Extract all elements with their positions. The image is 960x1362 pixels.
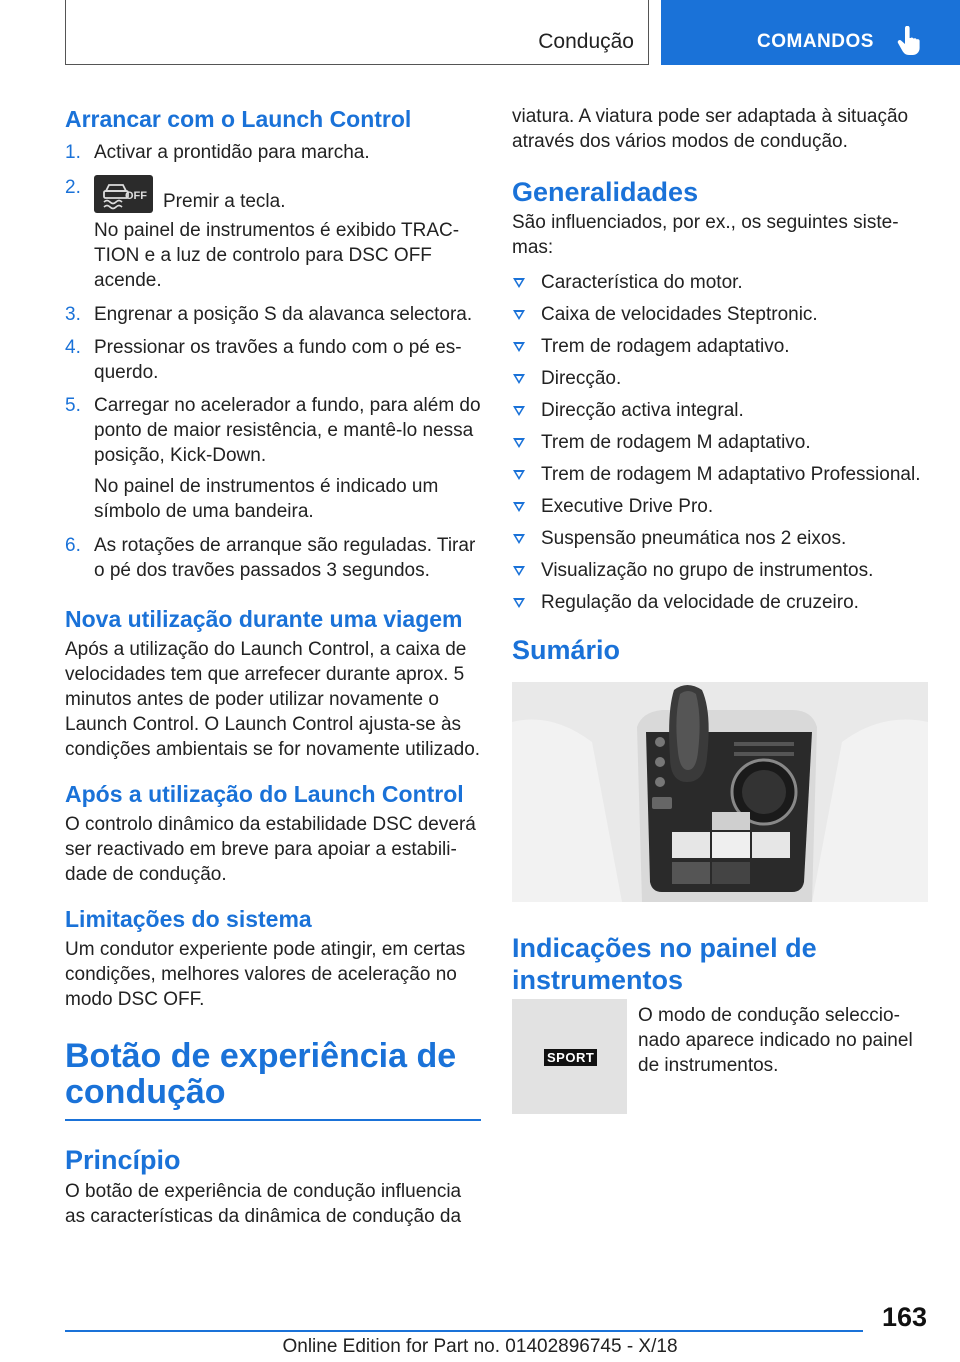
list-item-text: Trem de rodagem M adaptativo. [541,432,811,453]
step-number: 3. [65,304,81,325]
triangle-bullet-icon [513,310,525,320]
list-item-text: Trem de rodagem M adaptativo Professional. [541,464,921,485]
apos-utilizacao-text: O controlo dinâmico da estabilidade DSC deverá ser reactivado em breve para apoiar a estabili‐ dade de condução. [65,814,476,885]
step-number: 1. [65,142,81,163]
generalidades-text: São influenciados, por ex., os seguintes siste‐ mas: [512,212,899,258]
list-item [512,590,932,615]
continued-text: viatura. A viatura pode ser adaptada à situação através dos vários modos de condução. [512,106,909,152]
list-item [512,526,932,551]
triangle-bullet-icon [513,598,525,608]
launch-steps-list-cont [65,302,481,468]
triangle-bullet-icon [513,406,525,416]
footer-divider [65,1330,863,1332]
nova-utilizacao-heading: Nova utilização durante uma viagem [65,606,463,632]
step-text: Engrenar a posição S da alavanca selectora. [94,304,473,325]
list-item [512,270,932,295]
sumario-heading: Sumário [512,635,621,665]
limitacoes-heading: Limitações do sistema [65,906,312,932]
right-column [512,104,932,1115]
step-text: Carregar no acelerador a fundo, para além do ponto de maior resistência, e mantê-lo nessa posição, Kick-Down. [94,395,481,466]
nova-utilizacao-text: Após a utilização do Launch Control, a caixa de velocidades tem que arrefecer durante aprox. 5 minutos antes de poder utilizar novamente o Launch Control. O Launch Control ajusta-se às condições ambientais se for novamente utilizado. [65,639,481,760]
principio-heading: Princípio [65,1144,181,1175]
step-number: 2. [65,177,81,198]
list-item-text: Característica do motor. [541,272,743,293]
header-section-title: Condução [538,30,634,53]
triangle-bullet-icon [513,534,525,544]
launch-steps-list-end [65,533,481,583]
triangle-bullet-icon [513,566,525,576]
apos-utilizacao-heading: Após a utilização do Launch Control [65,781,464,807]
list-item-text: Direcção. [541,368,622,389]
triangle-bullet-icon [513,470,525,480]
list-item-text: Caixa de velocidades Steptronic. [541,304,818,325]
botao-experiencia-heading: Botão de experiência de condução [65,1037,457,1111]
list-item-text: Regulação da velocidade de cruzeiro. [541,592,859,613]
step-text: As rotações de arranque são reguladas. Tirar o pé dos travões passados 3 segundos. [94,535,476,581]
step-item [65,533,481,583]
step5-note: No painel de instrumentos é indicado um símbolo de uma bandeira. [94,476,439,522]
list-item-text: Visualização no grupo de instrumentos. [541,560,874,581]
list-item [512,494,932,519]
list-item [512,334,932,359]
step2-note: No painel de instrumentos é exibido TRAC‐ TION e a luz de controlo para DSC OFF acende. [94,220,460,291]
triangle-bullet-icon [513,342,525,352]
triangle-bullet-icon [513,374,525,384]
step-text: Pressionar os travões a fundo com o pé es‐ querdo. [94,337,462,383]
dsc-off-key-icon [94,175,153,213]
step-item [65,302,481,327]
launch-control-heading: Arrancar com o Launch Control [65,106,412,132]
center-console-image [512,682,928,902]
list-item-text: Direcção activa integral. [541,400,744,421]
sport-display-image [512,999,627,1114]
footer-edition: Online Edition for Part no. 01402896745 - X/18 [282,1336,678,1357]
step-item [65,335,481,385]
step-text: Premir a tecla. [163,191,286,212]
list-item-text: Executive Drive Pro. [541,496,714,517]
list-item-text: Trem de rodagem adaptativo. [541,336,790,357]
launch-steps-list [65,140,481,214]
hand-pointer-icon [897,26,921,56]
step-item [65,393,481,468]
step-number: 6. [65,535,81,556]
step-number: 4. [65,337,81,358]
list-item [512,398,932,423]
generalidades-heading: Generalidades [512,177,699,207]
indicacoes-heading: Indicações no painel de instrumentos [512,933,817,995]
list-item [512,462,932,487]
indicacoes-text: O modo de condução seleccio‐ nado aparece indicado no painel de instrumentos. [638,1005,913,1076]
list-item [512,430,932,455]
systems-list [512,270,932,615]
left-column [65,104,481,1229]
header-section-box [65,0,649,65]
sport-badge: SPORT [544,1049,597,1066]
page-number: 163 [881,1302,927,1332]
triangle-bullet-icon [513,502,525,512]
list-item [512,558,932,583]
step-item [65,140,481,165]
triangle-bullet-icon [513,278,525,288]
step-number: 5. [65,395,81,416]
section-divider [65,1119,481,1121]
step-item [65,175,481,214]
list-item [512,302,932,327]
triangle-bullet-icon [513,438,525,448]
indicacoes-block [512,999,932,1115]
step-text: Activar a prontidão para marcha. [94,142,370,163]
key-off-label: OFF [125,190,147,202]
header-chapter-tab[interactable] [661,0,960,65]
list-item [512,366,932,391]
header-chapter-label: COMANDOS [757,31,874,52]
list-item-text: Suspensão pneumática nos 2 eixos. [541,528,847,549]
limitacoes-text: Um condutor experiente pode atingir, em certas condições, melhores valores de aceleração no modo DSC OFF. [65,939,466,1010]
principio-text: O botão de experiência de condução influencia as características da dinâmica de condução da [65,1180,462,1227]
